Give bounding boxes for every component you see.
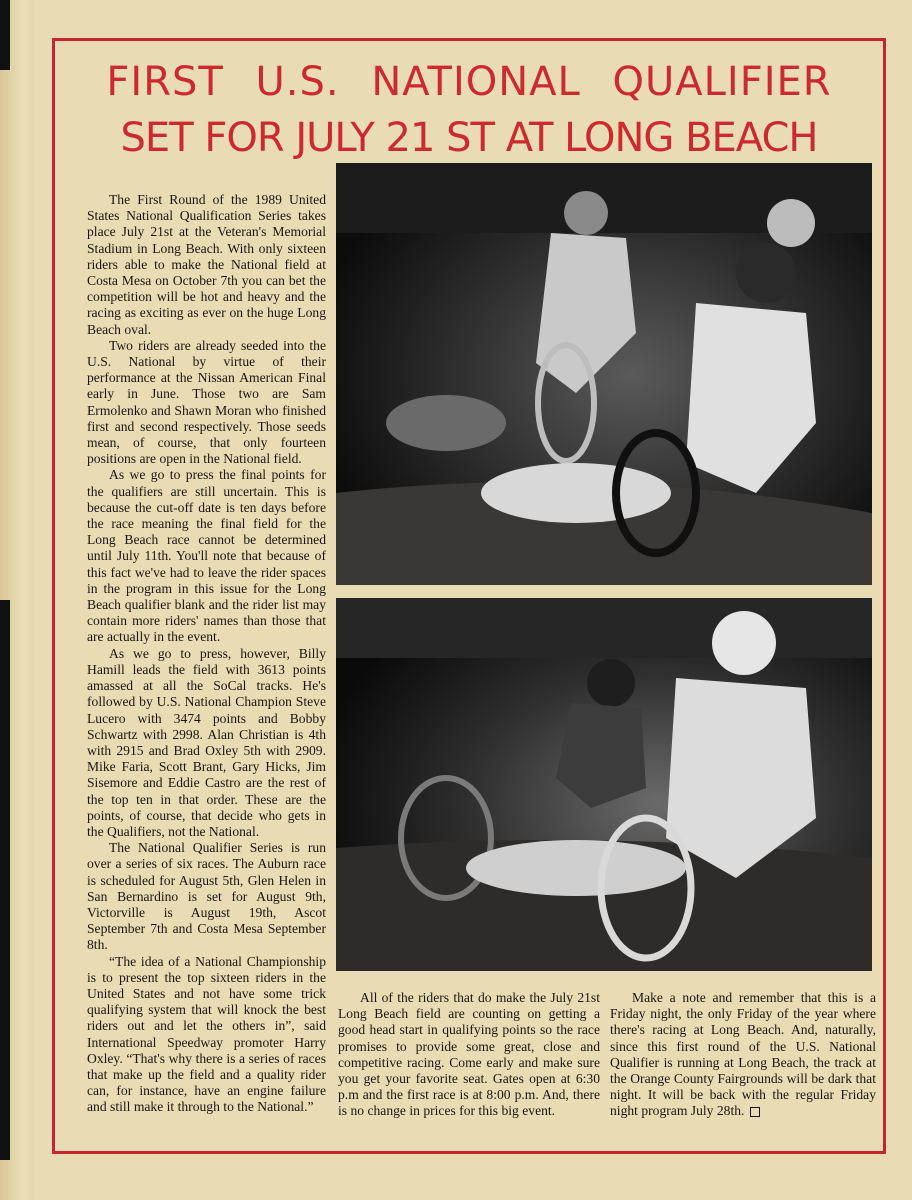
end-mark-icon	[750, 1107, 760, 1117]
article-right-column	[610, 990, 876, 1120]
paragraph: As we go to press the final points for the qualifiers are still uncertain. This is because the cut-off date is ten days before the race meaning the final field for the Long Beach race cannot be determined until July 11th. You'll note that because of this fact we've had to leave the rider spaces in the program in this issue for the Long Beach qualifier blank and the rider list may contain more riders' names than those that are actually in the event.	[87, 467, 326, 645]
magazine-spine	[0, 0, 34, 1200]
speedway-riders-photo-icon	[336, 163, 872, 585]
spine-edge-top	[0, 0, 10, 70]
paragraph	[610, 990, 876, 1120]
spine-edge-bottom	[0, 600, 10, 1160]
paragraph: The First Round of the 1989 United States National Qualification Series takes place July 21st at the Veteran's Memorial Stadium in Long Beach. With only sixteen riders able to make the National field at Costa Mesa on October 7th you can bet the competition will be hot and heavy and the racing as exciting as ever on the huge Long Beach oval.	[87, 192, 326, 337]
paragraph: Two riders are already seeded into the U.S. National by virtue of their performance at the Nissan American Final early in June. Those two are Sam Ermolenko and Shawn Moran who finished first and second respectively. Those seeds mean, of course, that only fourteen positions are open in the National field.	[87, 337, 326, 467]
speedway-photo-bottom	[336, 598, 872, 971]
article-left-column	[87, 192, 326, 1116]
speedway-riders-photo-icon	[336, 598, 872, 971]
article-middle-column	[338, 990, 600, 1120]
paragraph: The National Qualifier Series is run over a series of six races. The Auburn race is scheduled for August 5th, Glen Helen in San Bernardino is set for August 9th, Victorville is August 19th, Ascot September 7th and Costa Mesa September 8th.	[87, 840, 326, 953]
paragraph: As we go to press, however, Billy Hamill leads the field with 3613 points amassed at all the SoCal tracks. He's followed by U.S. National Champion Steve Lucero with 3474 points and Bobby Schwartz with 2998. Alan Christian is 4th with 2915 and Brad Oxley 5th with 2909. Mike Faria, Scott Brant, Gary Hicks, Jim Sisemore and Eddie Castro are the rest of the top ten in that order. These are the points, of course, that decide who gets in the Qualifiers, not the National.	[87, 645, 326, 839]
paragraph: All of the riders that do make the July 21st Long Beach field are counting on getting a good head start in qualifying points so the race promises to provide some great, close and competitive racing. Come early and make sure you get your favorite seat. Gates open at 6:30 p.m and the first race is at 8:00 p.m. And, there is no change in prices for this big event.	[338, 990, 600, 1119]
article-headline	[52, 54, 886, 166]
headline-line-1: FIRST U.S. NATIONAL QUALIFIER	[106, 59, 832, 105]
paragraph: “The idea of a National Championship is to present the top sixteen riders in the United States and not have some trick qualifying system that will knock the best riders out and let the others in”, said International Speedway promoter Harry Oxley. “That's why there is a series of races that make up the field and a quality rider can, for instance, have an engine failure and still make it through to the National.”	[87, 953, 326, 1115]
speedway-photo-top	[336, 163, 872, 585]
headline-line-2: SET FOR JULY 21 ST AT LONG BEACH	[120, 115, 818, 161]
paragraph-text: Make a note and remember that this is a Friday night, the only Friday of the year where there's racing at Long Beach. And, naturally, since this first round of the U.S. National Qualifier is running at Long Beach, the track at the Orange County Fairgrounds will be dark that night. It will be back with the regular Friday night program July 28th.	[610, 990, 876, 1119]
